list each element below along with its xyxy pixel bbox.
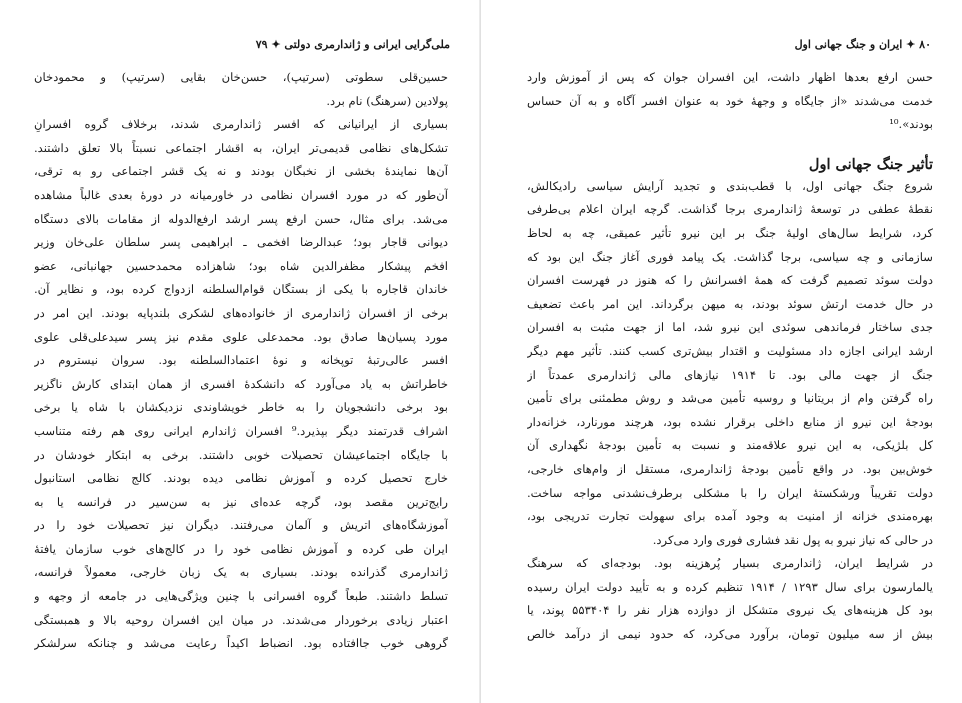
text-line: آن‌طور که در مورد افسران نظامی در خاورمیانه در دورهٔ بعدی غالباً مشاهده: [34, 187, 448, 202]
section-heading: تأثیر جنگ جهانی اول: [808, 155, 933, 173]
left-page-body: [34, 66, 448, 656]
text-line: خاندان قاجاره با یکی از بستگان قوام‌السلطنه ازدواج کرده بود، و نظایر آن.: [34, 282, 448, 297]
text-line: بودجهٔ این نیرو از منابع داخلی برقرار نشده بود، هرچند مورنارد، خزانه‌دار: [527, 414, 933, 429]
text-line: افخم پیشکار مظفرالدین شاه بود؛ شاهزاده محمدحسین جهانبانی، عضو: [34, 258, 448, 273]
text-line: خاطراتش به یاد می‌آورد که دانشکدهٔ افسری از همان ابتدای کارش ناگزیر: [34, 376, 448, 391]
text-line: ایران طی کرده و آموزش نظامی خود را در کالج‌های خوب سازمان یافتهٔ: [34, 541, 448, 556]
text-line: آموزشگاه‌های اتریش و آلمان می‌رفتند. دیگران نیز تحصیلات خود را در: [34, 518, 448, 533]
text-line: رایج‌ترین مقصد بود، گرچه عده‌ای نیز به سن‌سیر در فرانسه یا به: [34, 494, 448, 509]
text-line: اشراف قدرتمند دیگر بپذیرد.⁹ افسران ژاندارم ایرانی روی هم رفته متناسب: [34, 423, 448, 438]
text-line: آن‌ها نمایندهٔ بخشی از نخبگان بودند و نه یک قشر اجتماعی رو به ترقی،: [34, 164, 448, 179]
text-line: تشکل‌های نظامی قدیمی‌تر ایران، به اقشار اجتماعی نسبتاً بالا تعلق داشتند.: [34, 140, 448, 155]
text-line: راه گرفتن وام از بریتانیا و روسیه تأمین می‌شد و روش مطمئنی برای تأمین: [527, 391, 933, 406]
text-line: می‌شد. برای مثال، حسن ارفع پسر ارشد ارفع‌الدوله از مقامات بالای دستگاه: [34, 211, 448, 226]
left-page-header: ملی‌گرایی ایرانی و ژاندارمری دولتی ✦ ۷۹: [255, 38, 450, 51]
text-line: خوش‌بین بود. در واقع تأمین بودجهٔ ژاندارمری، مستقل از وام‌های خارجی،: [527, 461, 933, 476]
text-line: حسن ارفع بعدها اظهار داشت، این افسران جوان که پس از آموزش وارد: [527, 70, 933, 84]
text-line: شروع جنگ جهانی اول، با قطب‌بندی و تجدید آرایش سیاسی رادیکالش،: [527, 178, 933, 193]
text-line: در حال خدمت ارتش سوئد بودند، به میهن برگرداند. این امر باعث تضعیف: [527, 296, 933, 311]
text-line: با جایگاه اجتماعیشان تحصیلات خوبی داشتند. برخی به ابتکار خودشان در: [34, 447, 448, 462]
text-line: پولادین (سرهنگ) نام برد.: [326, 93, 448, 108]
text-line: کل بلژیکی، به این نیرو علاقه‌مند و نسبت به تأمین بودجهٔ نگهداری آن: [527, 438, 933, 453]
right-page-body: [527, 66, 933, 647]
text-line: افسر عالی‌رتبهٔ توپخانه و نوهٔ اعتمادالسلطنه بود. سروان نیستروم در: [34, 353, 448, 368]
text-line: بهره‌مندی خزانه از امنیت به وجود آمده برای سهولت تجارت تدریجی بود،: [527, 509, 933, 524]
text-line: دیوانی قاجار بود؛ عبدالرضا افخمی ـ ابراهیمی پسر سلطان علی‌خان وزیر: [34, 235, 448, 250]
text-line: گروهی خوب جاافتاده بود. انضباط اکیداً رعایت می‌شد و چنانکه سرلشکر: [34, 636, 448, 651]
text-line: بسیاری از ایرانیانی که افسر ژاندارمری شدند، برخلاف گروه افسرانِ: [34, 117, 448, 132]
text-line: جنگ از جهت مالی بود. تا ۱۹۱۴ نیازهای مالی ژاندارمری عمدتاً از: [527, 367, 933, 382]
right-page-header: ۸۰ ✦ ایران و جنگ جهانی اول: [794, 38, 931, 51]
right-page: [481, 0, 962, 703]
text-line: جدی ساختار فرماندهی سوئدی این نیرو شد، اما از جهت مثبت به افسران: [527, 320, 933, 335]
text-line: یالمارسون برای سال ۱۲۹۳ / ۱۹۱۴ تنظیم کرده و به تأیید دولت ایران رسیده: [527, 579, 933, 594]
text-line: خدمت می‌شدند «از جایگاه و وجههٔ خود به عنوان افسر آگاه و به آن حساس: [527, 93, 933, 108]
text-line: حسین‌قلی سطوتی (سرتیپ)، حسن‌خان بقایی (سرتیپ) و محمودخان: [34, 70, 448, 84]
text-line: سازمانی و چه سیاسی، برجا گذاشت. یک پیامد فوری آغاز جنگ این بود که: [527, 249, 933, 264]
left-page: [0, 0, 480, 703]
text-line: ارشد ایرانی اجازه داد مسئولیت و اقتدار بیش‌تری کسب کنند. تأثیر مهم دیگر: [527, 343, 933, 358]
text-line: ژاندارمری گذرانده بودند. بسیاری به یک زبان خارجی، معمولاً فرانسه،: [34, 565, 448, 580]
text-line: دولت سوئد تصمیم گرفت که همهٔ افسرانش را که هنوز در فهرست افسران: [527, 273, 933, 288]
text-line: خارج تحصیل کرده و آموزش نظامی دیده بودند. کالج نظامی استانبول: [34, 471, 448, 486]
text-line: در شرایط ایران، ژاندارمری بسیار پُرهزینه بود. بودجه‌ای که سرهنگ: [527, 556, 933, 571]
text-line: نقطهٔ عطفی در توسعهٔ ژاندارمری برجا گذاشت. گرچه ایران اعلام بی‌طرفی: [527, 202, 933, 217]
text-line: مورد پسیان‌ها صادق بود. محمدعلی علوی مقدم نیز پسر سیدعلی‌قلی علوی: [34, 329, 448, 344]
text-line: بود برخی دانشجویان را به خاطر خویشاوندی نزدیکشان با شاه یا برخی: [34, 400, 448, 415]
text-line: بودند».¹⁰: [889, 117, 933, 132]
text-line: دولت تقریباً ورشکستهٔ ایران را با مشکلی برطرف‌نشدنی مواجه ساخت.: [527, 485, 933, 500]
text-line: تسلط داشتند. طبعاً گروه افسرانی با چنین ویژگی‌هایی در جامعه از وجهه و: [34, 589, 448, 604]
text-line: کرد، شرایط سال‌های اولیهٔ جنگ بر این نیرو تأثیر عمیقی، چه به لحاظ: [527, 225, 933, 240]
text-line: اعتبار زیادی برخوردار می‌شدند. در میان این افسران روحیه بالا و همبستگی: [34, 612, 448, 627]
text-line: برخی از افسران ژاندارمری از خانواده‌های لشکری بلندپایه بودند. این امر در: [34, 305, 448, 320]
text-line: بیش از سه میلیون تومان، برآورد می‌کرد، که حدود نیمی از درآمد خالص: [527, 627, 933, 642]
text-line: بود کل هزینه‌های یک نیروی متشکل از دوازده هزار نفر را ۵۵۳۴۰۴ پوند، یا: [527, 603, 933, 618]
text-line: در حالی که نیاز نیرو به پول نقد فشاری فوری وارد می‌کرد.: [652, 532, 933, 547]
